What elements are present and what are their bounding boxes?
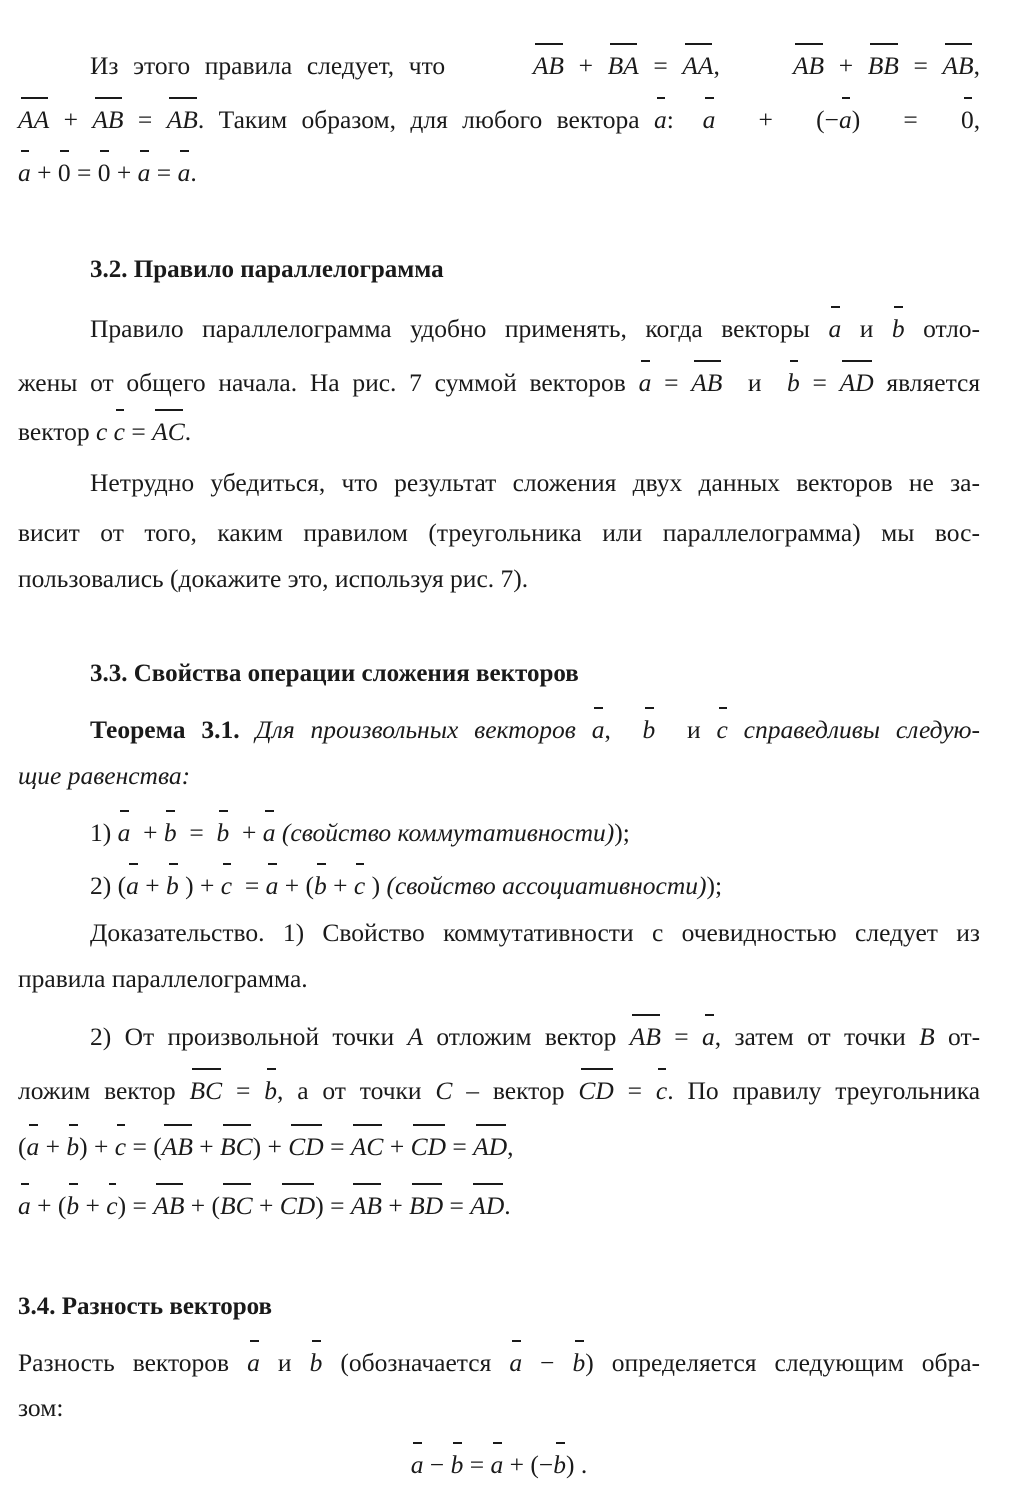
- vector-symbol: a: [828, 311, 841, 345]
- vector-symbol: a: [411, 1447, 424, 1481]
- vector-symbol: a: [639, 365, 652, 399]
- formula-token: (−: [816, 105, 839, 134]
- formula-token: =: [664, 368, 679, 397]
- formula-token: =: [674, 1022, 689, 1051]
- vector-symbol: b: [787, 365, 800, 399]
- vector-symbol: 0: [98, 155, 111, 189]
- formula-token: +: [200, 871, 215, 900]
- formula-associative: [118, 871, 380, 900]
- s32-p1-line-3: вектор c c = AC.: [18, 414, 980, 448]
- formula-token: =: [244, 871, 260, 900]
- formula-token: +: [37, 158, 52, 187]
- vector-symbol: a: [703, 102, 716, 136]
- vector-symbol: BC: [220, 1129, 253, 1163]
- vector-symbol: b: [451, 1447, 464, 1481]
- formula-token: .: [197, 105, 205, 134]
- vector-symbol: b: [166, 868, 179, 902]
- formula-token: −: [540, 1348, 555, 1377]
- formula-token: =: [913, 51, 928, 80]
- formula-token: и: [747, 368, 762, 397]
- formula-a-minus-b: [509, 1348, 585, 1377]
- formula-token: ): [851, 105, 861, 134]
- vector-symbol: AA: [18, 102, 49, 136]
- formula-token: =: [812, 368, 827, 397]
- vector-symbol: b: [314, 868, 327, 902]
- formula-ab-a: [630, 1022, 715, 1051]
- formula-ab-ba: [533, 51, 720, 80]
- s34-line-2: зом:: [18, 1393, 64, 1422]
- vector-symbol: b: [264, 1073, 277, 1107]
- vector-symbol: c: [656, 1073, 667, 1107]
- vector-symbol: AD: [840, 365, 874, 399]
- proof-line-2: правила параллелограмма.: [18, 964, 308, 993]
- formula-a-ab-b-ad: [639, 368, 874, 397]
- formula-token: +: [389, 1132, 405, 1161]
- vector-symbol: a: [263, 815, 276, 849]
- formula-token: (: [18, 1132, 27, 1161]
- formula-token: +: [333, 871, 348, 900]
- formula-token: +: [145, 871, 160, 900]
- property-1: 1) a + b = b + a (свойство коммутативности));: [18, 815, 1018, 849]
- formula-token: =: [627, 1076, 643, 1105]
- proof2-line-3: [18, 1129, 980, 1163]
- vector-symbol: AB: [167, 102, 198, 136]
- s32-p1-line-1: Правило параллелограмма удобно применять, когда векторы a и b отло-: [18, 311, 980, 345]
- vector-symbol: a: [247, 1345, 260, 1379]
- formula-token: +: [578, 51, 593, 80]
- vector-symbol: a: [702, 1019, 715, 1053]
- vector-symbol: b: [892, 311, 905, 345]
- formula-token: +: [267, 1132, 282, 1161]
- formula-token: =: [653, 51, 668, 80]
- formula-token: +: [838, 51, 854, 80]
- formula-token: =: [77, 158, 92, 187]
- formula-token: +: [143, 818, 158, 847]
- formula-token: =: [330, 1191, 345, 1220]
- formula-token: =: [137, 105, 153, 134]
- vector-symbol: c: [106, 1188, 117, 1222]
- formula-cd-c: [578, 1076, 667, 1105]
- formula-token: +: [259, 1191, 274, 1220]
- formula-token: ): [185, 871, 194, 900]
- formula-token: +: [63, 105, 78, 134]
- formula-assoc-left: [18, 1132, 514, 1161]
- vector-symbol: CD: [280, 1188, 315, 1222]
- vector-symbol: BD: [409, 1188, 443, 1222]
- vector-symbol: a: [654, 102, 667, 136]
- formula-token: =: [452, 1132, 467, 1161]
- formula-token: =: [449, 1191, 464, 1220]
- formula-token: =: [132, 1132, 147, 1161]
- formula-aa-ab: [18, 105, 204, 134]
- vector-symbol: b: [164, 815, 177, 849]
- vector-symbol: a: [509, 1345, 522, 1379]
- formula-token: .: [184, 417, 192, 446]
- formula-token: (−: [530, 1450, 554, 1479]
- vector-symbol: a: [27, 1129, 40, 1163]
- formula-token: (: [57, 1191, 67, 1220]
- proof2-line-1: 2) От произвольной точки A отложим вектор AB = a, затем от точки B от-: [18, 1019, 980, 1053]
- s32-p2-line-1: Нетрудно убедиться, что результат сложения двух данных векторов не за-: [90, 468, 980, 497]
- vector-symbol: c: [716, 712, 727, 746]
- vector-symbol: BC: [220, 1188, 253, 1222]
- intro-line-3: [18, 155, 980, 189]
- section-heading-3-3: 3.3. Свойства операции сложения векторов: [90, 660, 579, 687]
- theorem-line-1: Теорема 3.1. Для произвольных векторов a, b и c справедливы следую-: [18, 712, 980, 746]
- formula-token: =: [132, 1191, 147, 1220]
- formula-token: +: [199, 1132, 214, 1161]
- formula-a-plus-zero: [18, 158, 197, 187]
- formula-token: и: [686, 715, 701, 744]
- vector-symbol: AB: [630, 1019, 661, 1053]
- formula-token: ): [79, 1132, 88, 1161]
- vector-symbol: AB: [153, 1188, 184, 1222]
- formula-token: =: [131, 417, 146, 446]
- formula-token: −: [429, 1450, 445, 1479]
- formula-token: +: [37, 1191, 52, 1220]
- vector-symbol: c: [114, 414, 125, 448]
- vector-symbol: 0: [961, 102, 974, 136]
- vector-symbol: a: [592, 712, 605, 746]
- vector-symbol: a: [266, 868, 279, 902]
- proof2-line-2: ложим вектор BC = b, а от точки C – вектор CD = c. По правилу треугольника: [18, 1073, 980, 1107]
- vector-symbol: b: [573, 1345, 586, 1379]
- vector-symbol: 0: [58, 155, 71, 189]
- formula-token: =: [235, 1076, 251, 1105]
- vector-symbol: AD: [473, 1129, 507, 1163]
- formula-token: +: [116, 158, 132, 187]
- vector-symbol: a: [18, 1188, 31, 1222]
- vector-symbol: CD: [288, 1129, 323, 1163]
- formula-token: ): [371, 871, 381, 900]
- formula-token: +: [242, 818, 257, 847]
- formula-token: (: [305, 871, 315, 900]
- vector-symbol: AB: [162, 1129, 193, 1163]
- formula-token: c: [95, 417, 108, 446]
- vector-symbol: AB: [92, 102, 123, 136]
- vector-symbol: a: [118, 815, 131, 849]
- formula-token: :: [666, 105, 674, 134]
- formula-token: ,: [604, 715, 611, 744]
- vector-symbol: c: [115, 1129, 126, 1163]
- vector-symbol: a: [126, 868, 139, 902]
- formula-token: ,: [973, 105, 981, 134]
- vector-symbol: a: [491, 1447, 504, 1481]
- vector-symbol: b: [310, 1345, 323, 1379]
- formula-token: +: [758, 105, 773, 134]
- document-page: [18, 0, 980, 1503]
- formula-token: +: [94, 1132, 109, 1161]
- formula-token: +: [284, 871, 300, 900]
- vector-symbol: AB: [793, 48, 824, 82]
- formula-token: =: [469, 1450, 485, 1479]
- formula-a-neg: [654, 105, 980, 134]
- vector-symbol: BB: [868, 48, 899, 82]
- formula-token: ): [117, 1191, 127, 1220]
- s32-p2-line-2: висит от того, каким правилом (треугольника или параллелограмма) мы вос-: [18, 518, 980, 547]
- formula-token: (: [153, 1132, 162, 1161]
- theorem-vectors: [592, 715, 728, 744]
- formula-token: .: [190, 158, 197, 187]
- vector-symbol: CD: [411, 1129, 446, 1163]
- vector-symbol: AC: [351, 1129, 384, 1163]
- formula-token: ,: [973, 51, 980, 80]
- vector-symbol: a: [178, 155, 191, 189]
- vector-symbol: b: [217, 815, 230, 849]
- vector-symbol: AB: [942, 48, 973, 82]
- vector-symbol: c: [354, 868, 365, 902]
- proof-line-1: Доказательство. 1) Свойство коммутативности с очевидностью следует из: [90, 918, 980, 947]
- vector-symbol: AB: [351, 1188, 382, 1222]
- theorem-label: Теорема 3.1.: [90, 715, 240, 744]
- formula-token: (: [117, 871, 127, 900]
- vector-symbol: b: [553, 1447, 566, 1481]
- formula-ab-bb: [793, 51, 980, 80]
- property-2: 2) (a + b ) + c = a + (b + c ) (свойство ассоциативности));: [18, 868, 1018, 902]
- formula-commutative: [118, 818, 276, 847]
- vector-symbol: b: [66, 1188, 79, 1222]
- s32-p1-line-2: жены от общего начала. На рис. 7 суммой векторов a = AB и b = AD является: [18, 365, 980, 399]
- formula-token: =: [330, 1132, 345, 1161]
- vector-symbol: a: [138, 155, 151, 189]
- difference-formula: [18, 1447, 980, 1481]
- formula-token: ,: [507, 1132, 514, 1161]
- vector-symbol: AC: [152, 414, 185, 448]
- formula-token: (: [211, 1191, 221, 1220]
- formula-token: +: [190, 1191, 206, 1220]
- vector-symbol: AB: [533, 48, 564, 82]
- formula-token: ): [252, 1132, 262, 1161]
- formula-token: +: [85, 1191, 100, 1220]
- intro-line-2: [18, 102, 980, 136]
- section-heading-3-4: 3.4. Разность векторов: [18, 1293, 273, 1320]
- vector-symbol: b: [66, 1129, 79, 1163]
- vector-symbol: BC: [190, 1073, 223, 1107]
- formula-token: ,: [713, 51, 720, 80]
- vector-symbol: a: [839, 102, 852, 136]
- formula-token: =: [189, 818, 204, 847]
- s32-p2-line-3: пользовались (докажите это, используя рис. 7).: [18, 564, 529, 593]
- section-heading-3-2: 3.2. Правило параллелограмма: [90, 256, 444, 283]
- vector-symbol: BA: [608, 48, 639, 82]
- formula-assoc-right: [18, 1191, 511, 1220]
- formula-token: +: [45, 1132, 61, 1161]
- vector-symbol: AA: [682, 48, 713, 82]
- formula-token: ): [315, 1191, 324, 1220]
- theorem-line-2: щие равенства:: [18, 761, 191, 790]
- vector-symbol: AB: [691, 365, 722, 399]
- vector-symbol: b: [643, 712, 656, 746]
- vector-symbol: a: [18, 155, 31, 189]
- intro-text: Из этого правила следует, что: [90, 51, 446, 80]
- formula-token: +: [509, 1450, 525, 1479]
- formula-c-ac: [96, 417, 191, 446]
- formula-bc-b: [190, 1076, 277, 1105]
- formula-token: ): [566, 1450, 575, 1479]
- formula-token: +: [388, 1191, 403, 1220]
- vector-symbol: CD: [578, 1073, 613, 1107]
- intro-line-1: [18, 48, 980, 82]
- intro-text-2: Таким образом, для любого вектора: [218, 105, 640, 134]
- proof2-line-4: [18, 1188, 980, 1222]
- formula-token: =: [156, 158, 172, 187]
- formula-token: .: [580, 1450, 588, 1479]
- formula-token: .: [504, 1191, 511, 1220]
- vector-symbol: c: [221, 868, 232, 902]
- formula-token: =: [903, 105, 918, 134]
- s34-line-1: Разность векторов a и b (обозначается a − b) определяется следующим обра-: [18, 1345, 980, 1379]
- vector-symbol: AD: [470, 1188, 504, 1222]
